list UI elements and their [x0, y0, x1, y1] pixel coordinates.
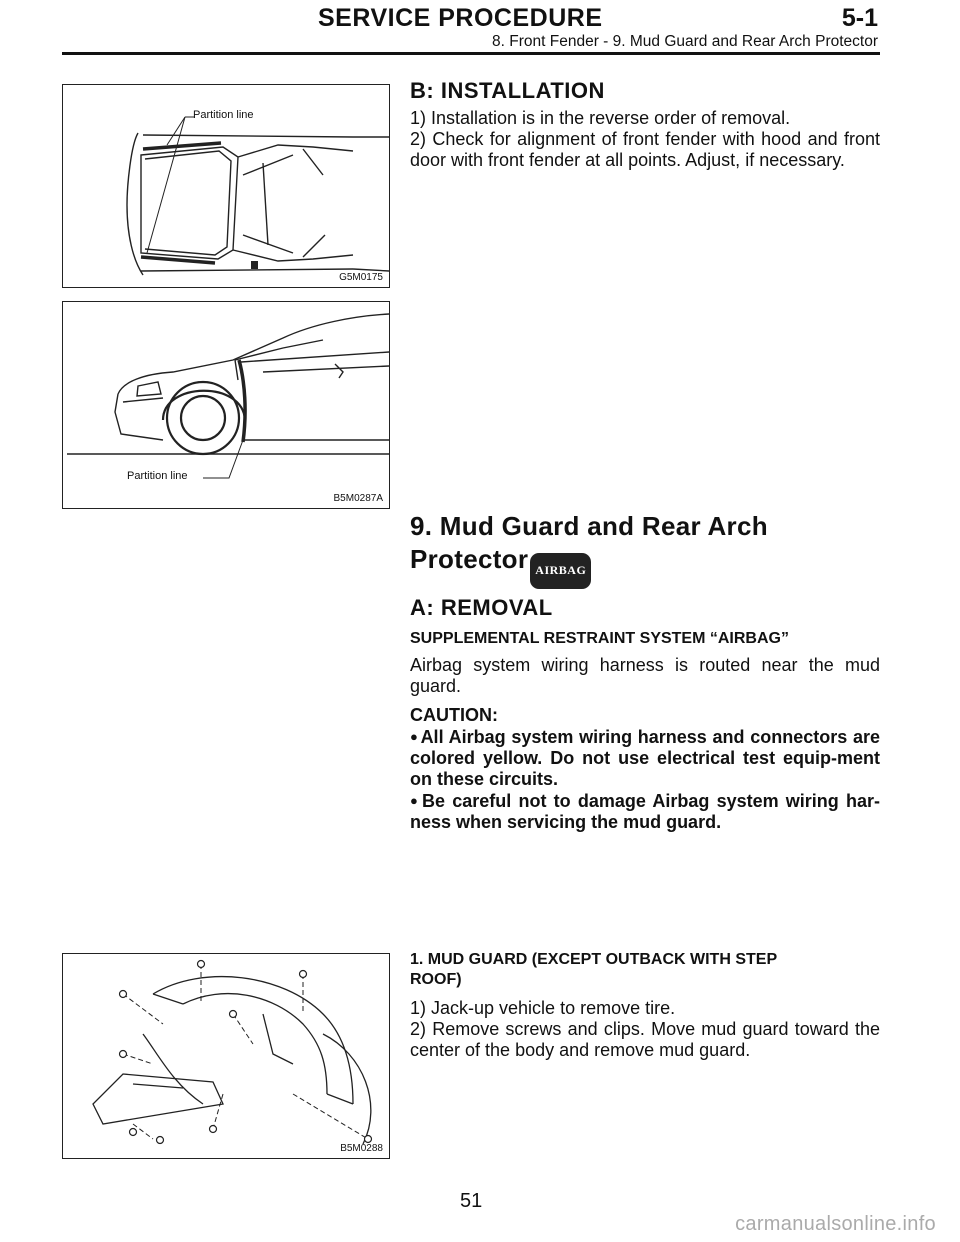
mud-guard-procedure: [410, 950, 880, 1061]
section-9-title-text: Protector: [410, 544, 529, 574]
figure-top-view: [62, 84, 390, 288]
page-number: 51: [460, 1190, 483, 1212]
caution-label: CAUTION:: [410, 705, 498, 725]
figure-side-view: [62, 301, 390, 509]
figure-id: G5M0175: [339, 272, 383, 283]
mud-guard-exploded-illustration: [63, 954, 389, 1158]
section-9-title-line-1: 9. Mud Guard and Rear Arch: [410, 511, 768, 541]
figure-callout: Partition line: [193, 109, 254, 121]
figure-callout: Partition line: [127, 470, 188, 482]
installation-section: [410, 78, 880, 171]
installation-step-1: 1) Installation is in the reverse order of removal.: [410, 108, 791, 128]
removal-heading: A: REMOVAL: [410, 595, 553, 620]
figure-id: B5M0287A: [333, 493, 383, 504]
mud-guard-heading: 1. MUD GUARD (EXCEPT OUTBACK WITH STEP ROOF): [410, 951, 777, 988]
mud-guard-step-1: 1) Jack-up vehicle to remove tire.: [410, 998, 676, 1018]
bullet-icon: ●: [410, 793, 421, 808]
installation-step-2: 2) Check for alignment of front fender with hood and front door with front fender at all points. Adjust, if necessary.: [410, 129, 880, 170]
caution-item-2-text: Be careful not to damage Airbag system wiring har-ness when servicing the mud guard.: [410, 791, 880, 832]
srs-heading: SUPPLEMENTAL RESTRAINT SYSTEM “AIRBAG”: [410, 630, 789, 647]
figure-mud-guard: [62, 953, 390, 1159]
caution-item-2: [410, 790, 880, 833]
header-rule: [62, 52, 880, 55]
chapter-number: 5-1: [841, 4, 878, 32]
header-subtitle: 8. Front Fender - 9. Mud Guard and Rear Arch Protector: [492, 33, 878, 50]
watermark: carmanualsonline.info: [735, 1213, 936, 1235]
airbag-badge: AIRBAG: [530, 553, 591, 589]
srs-text: Airbag system wiring harness is routed near the mud guard.: [410, 655, 880, 696]
section-9-title: [410, 510, 880, 589]
installation-heading: B: INSTALLATION: [410, 78, 605, 103]
mud-guard-step-2: 2) Remove screws and clips. Move mud guard toward the center of the body and remove mud guard.: [410, 1019, 880, 1060]
caution-item-1: [410, 726, 880, 790]
figure-id: B5M0288: [340, 1143, 383, 1154]
bullet-icon: ●: [410, 729, 419, 744]
mud-guard-section: [410, 510, 880, 833]
caution-item-1-text: All Airbag system wiring harness and connectors are colored yellow. Do not use electrical test equip-ment on these circuits.: [410, 727, 880, 789]
section-title: SERVICE PROCEDURE: [318, 4, 603, 32]
section-9-title-line-2: [410, 543, 880, 589]
car-side-view-illustration: [63, 302, 389, 508]
